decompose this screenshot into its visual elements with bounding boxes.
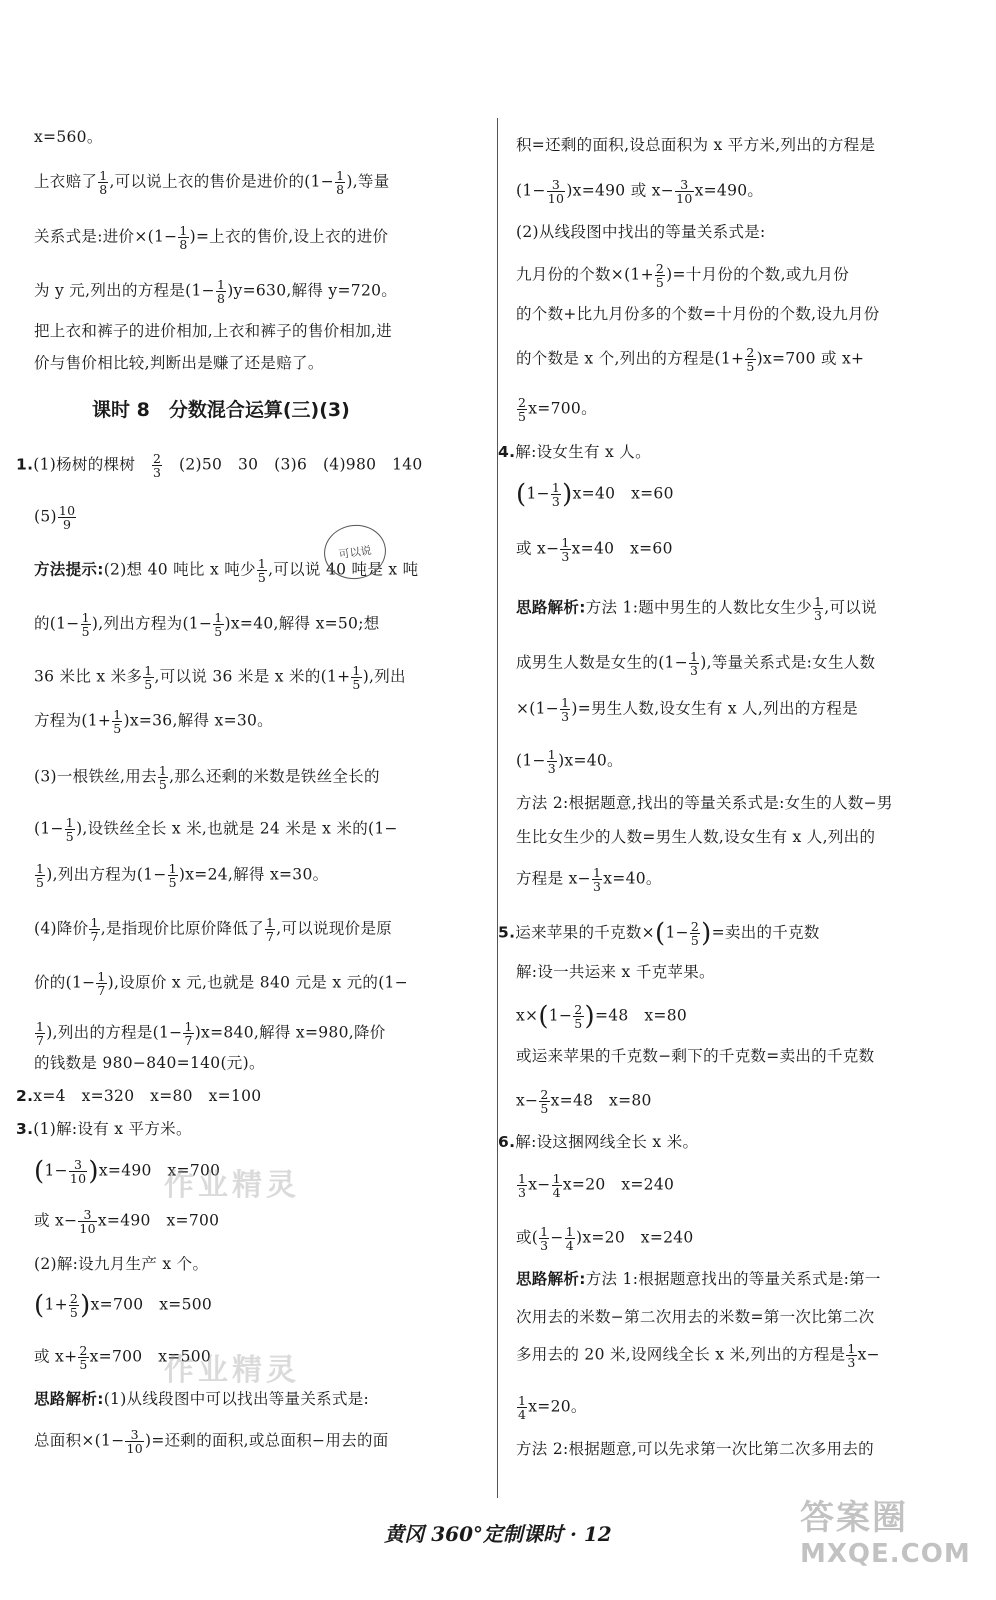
fraction: $\frac{1}{5}$ [144,663,153,692]
question-1: 1.(1)杨树的棵树 $\frac{2}{3}$ (2)50 30 (3)6 (4)980 140 [16,451,423,480]
text-line: 积=还剩的面积,设总面积为 x 平方米,列出的方程是 [516,136,876,154]
site-logo-watermark: 答案圈 MXQE.COM [800,1498,971,1569]
column-divider [497,118,498,1498]
text-line: x=560。 [34,128,103,146]
fraction: $\frac{1}{8}$ [99,168,108,197]
fraction: $\frac{3}{10}$ [69,1157,87,1186]
fraction: $\frac{1}{8}$ [179,223,188,252]
text-line: x− $\frac{2}{5}$ x=48 x=80 [516,1087,652,1116]
fraction: $\frac{1}{8}$ [336,168,345,197]
text-line: 上衣赔了 $\frac{1}{8}$ ,可以说上衣的售价是进价的(1− $\frac{1}{8}$ ),等量 [34,168,390,197]
text-line: (1− $\frac{1}{3}$ )x=40 x=60 [516,479,674,510]
fraction: $\frac{3}{10}$ [126,1427,143,1456]
fraction: $\frac{1}{3}$ [561,535,570,564]
text-line: 方程为(1+ $\frac{1}{5}$ )x=36,解得 x=30。 [34,707,273,736]
question-2: 2.x=4 x=320 x=80 x=100 [16,1087,262,1105]
text-line: 成男生人数是女生的(1− $\frac{1}{3}$ ),等量关系式是:女生人数 [516,649,876,678]
text-line: (3)一根铁丝,用去 $\frac{1}{5}$ ,那么还剩的米数是铁丝全长的 [34,763,380,792]
fraction: $\frac{2}{5}$ [574,1002,583,1031]
text-line: 或 x− $\frac{1}{3}$ x=40 x=60 [516,535,673,564]
text-line: 或 x− $\frac{3}{10}$ x=490 x=700 [34,1207,220,1236]
text-line: 把上衣和裤子的进价相加,上衣和裤子的售价相加,进 [34,322,393,340]
fraction: $\frac{1}{5}$ [168,861,177,890]
fraction: $\frac{1}{4}$ [518,1393,527,1422]
text-line: 多用去的 20 米,设网线全长 x 米,列出的方程是 $\frac{1}{3}$ x− [516,1341,880,1370]
text-line: (1− $\frac{3}{10}$ )x=490 或 x− $\frac{3}{10}$ x=490。 [516,177,764,206]
text-line: x×(1− $\frac{2}{5}$ )=48 x=80 [516,1001,688,1032]
question-3: 3.(1)解:设有 x 平方米。 [16,1120,192,1138]
lesson-heading: 课时 8 分数混合运算(三)(3) [92,399,350,421]
text-line: (5) $\frac{10}{9}$ [34,503,76,532]
text-line: $\frac{2}{5}$ x=700。 [518,395,597,424]
text-line: (1− $\frac{3}{10}$ )x=490 x=700 [34,1156,221,1187]
text-line: 解:设一共运来 x 千克苹果。 [516,963,715,981]
text-line: 的个数是 x 个,列出的方程是(1+ $\frac{2}{5}$ )x=700 或 x+ [516,345,865,374]
watermark: 作业精灵 [164,1168,300,1203]
fraction: $\frac{1}{4}$ [552,1171,561,1200]
text-line: $\frac{1}{4}$ x=20。 [518,1393,587,1422]
text-line: 思路解析:方法 1:题中男生的人数比女生少 $\frac{1}{3}$ ,可以说 [516,594,877,623]
text-line: 九月份的个数×(1+ $\frac{2}{5}$ )=十月份的个数,或九月份 [516,261,850,290]
text-line: 方法提示:(2)想 40 吨比 x 吨少 $\frac{1}{5}$ ,可以说 40 吨是 x 吨 [34,556,419,585]
fraction: $\frac{1}{3}$ [814,594,823,623]
fraction: $\frac{1}{5}$ [257,556,267,585]
fraction: $\frac{1}{4}$ [565,1224,574,1253]
fraction: $\frac{1}{7}$ [97,969,106,998]
question-6: 6.解:设这捆网线全长 x 米。 [498,1133,699,1151]
text-line: 为 y 元,列出的方程是(1− $\frac{1}{8}$ )y=630,解得 y=720。 [34,277,398,306]
text-line: (1− $\frac{1}{3}$ )x=40。 [516,747,623,776]
text-line: 的个数+比九月份多的个数=十月份的个数,设九月份 [516,305,880,323]
text-line: 价与售价相比较,判断出是赚了还是赔了。 [34,354,324,372]
text-line: 价的(1− $\frac{1}{7}$ ),设原价 x 元,也就是 840 元是 x 元的(1− [34,969,408,998]
fraction: $\frac{1}{5}$ [214,610,223,639]
text-line: (2)解:设九月生产 x 个。 [34,1255,209,1273]
fraction: $\frac{1}{3}$ [518,1171,527,1200]
fraction: $\frac{1}{5}$ [36,861,45,890]
text-line: (1− $\frac{1}{5}$ ),设铁丝全长 x 米,也就是 24 米是 x 米的(1− [34,815,398,844]
fraction: $\frac{1}{3}$ [540,1224,549,1253]
fraction: $\frac{1}{5}$ [113,707,122,736]
fraction: $\frac{10}{9}$ [58,503,76,532]
text-line: 关系式是:进价×(1− $\frac{1}{8}$ )=上衣的售价,设上衣的进价 [34,223,389,252]
text-line: (1+ $\frac{2}{5}$ )x=700 x=500 [34,1290,213,1321]
fraction: $\frac{2}{5}$ [540,1087,549,1116]
text-line: 或 x+ $\frac{2}{5}$ x=700 x=500 [34,1343,212,1372]
fraction: $\frac{1}{3}$ [547,747,557,776]
fraction: $\frac{3}{10}$ [676,177,693,206]
fraction: $\frac{3}{10}$ [79,1207,96,1236]
fraction: $\frac{1}{3}$ [690,649,699,678]
fraction: $\frac{1}{5}$ [158,763,168,792]
text-line: 生比女生少的人数=男生人数,设女生有 x 人,列出的 [516,828,876,846]
fraction: $\frac{2}{5}$ [79,1343,88,1372]
fraction: $\frac{1}{5}$ [65,815,75,844]
watermark: 作业精灵 [164,1353,300,1388]
text-line: ×(1− $\frac{1}{3}$ )=男生人数,设女生有 x 人,列出的方程是 [516,695,858,724]
text-line: $\frac{1}{3}$ x− $\frac{1}{4}$ x=20 x=240 [518,1171,675,1200]
fraction: $\frac{2}{5}$ [655,261,665,290]
fraction: $\frac{1}{7}$ [90,915,99,944]
question-4: 4.解:设女生有 x 人。 [498,443,651,461]
fraction: $\frac{3}{10}$ [547,177,565,206]
text-line: 或( $\frac{1}{3}$ − $\frac{1}{4}$ )x=20 x=240 [516,1224,694,1253]
page-footer: 黄冈 360°定制课时 · 12 [384,1522,612,1546]
text-line: $\frac{1}{7}$ ),列出的方程是(1− $\frac{1}{7}$ )x=840,解得 x=980,降价 [36,1019,386,1048]
fraction: $\frac{1}{5}$ [81,610,90,639]
text-line: 的钱数是 980−840=140(元)。 [34,1054,265,1072]
text-line: 或运来苹果的千克数−剩下的千克数=卖出的千克数 [516,1047,875,1065]
handwritten-stamp: 可以说 [321,521,390,583]
fraction: $\frac{1}{7}$ [36,1019,45,1048]
text-line: 的(1− $\frac{1}{5}$ ),列出方程为(1− $\frac{1}{5}$ )x=40,解得 x=50;想 [34,610,380,639]
text-line: 思路解析:方法 1:根据题意找出的等量关系式是:第一 [516,1270,881,1288]
text-line: 方法 2:根据题意,找出的等量关系式是:女生的人数−男 [516,794,893,812]
fraction: $\frac{1}{3}$ [561,695,570,724]
text-line: $\frac{1}{5}$ ),列出方程为(1− $\frac{1}{5}$ )x=24,解得 x=30。 [36,861,329,890]
text-line: (4)降价 $\frac{1}{7}$ ,是指现价比原价降低了 $\frac{1}{7}$ ,可以说现价是原 [34,915,393,944]
text-line: (2)从线段图中找出的等量关系式是: [516,223,766,241]
fraction: $\frac{1}{3}$ [847,1341,856,1370]
fraction: $\frac{1}{3}$ [592,865,602,894]
fraction: $\frac{1}{8}$ [216,277,226,306]
fraction: $\frac{2}{5}$ [746,345,755,374]
text-line: 次用去的米数−第二次用去的米数=第一次比第二次 [516,1308,875,1326]
fraction: $\frac{1}{7}$ [184,1019,193,1048]
text-line: 36 米比 x 米多 $\frac{1}{5}$ ,可以说 36 米是 x 米的(1+ $\frac{1}{5}$ ),列出 [34,663,406,692]
text-line: 方程是 x− $\frac{1}{3}$ x=40。 [516,865,662,894]
text-line: 总面积×(1− $\frac{3}{10}$ )=还剩的面积,或总面积−用去的面 [34,1427,389,1456]
text-line: 思路解析:(1)从线段图中可以找出等量关系式是: [34,1390,370,1408]
fraction: $\frac{2}{5}$ [690,919,700,948]
text-line: 方法 2:根据题意,可以先求第一次比第二次多用去的 [516,1440,874,1458]
fraction: $\frac{2}{5}$ [518,395,527,424]
fraction: $\frac{1}{5}$ [352,663,361,692]
fraction: $\frac{1}{7}$ [265,915,275,944]
fraction: $\frac{2}{3}$ [152,451,162,480]
question-5: 5.运来苹果的千克数×(1− $\frac{2}{5}$ )=卖出的千克数 [498,918,820,949]
fraction: $\frac{1}{3}$ [551,480,561,509]
fraction: $\frac{2}{5}$ [69,1291,79,1320]
